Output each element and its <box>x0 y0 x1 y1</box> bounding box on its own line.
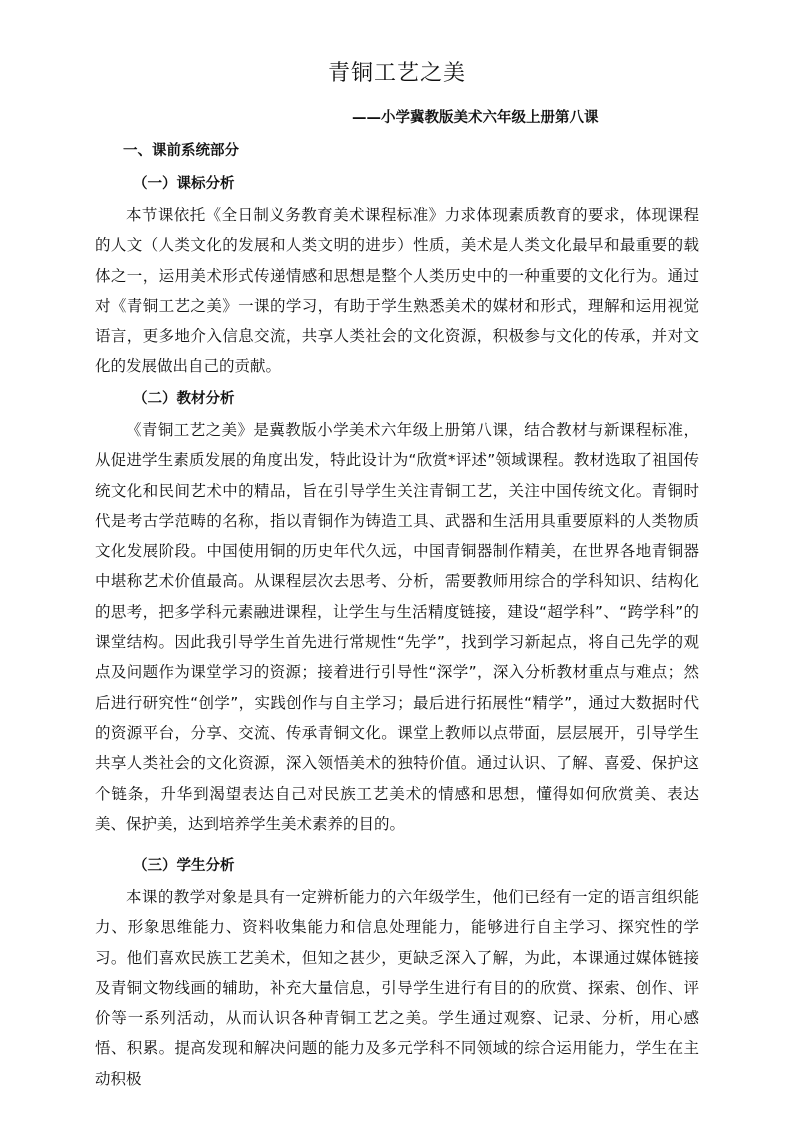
subsection-heading-curriculum: （一）课标分析 <box>133 176 235 192</box>
subsection-heading-textbook: （二）教材分析 <box>133 391 235 407</box>
paragraph-textbook-analysis: 《青铜工艺之美》是冀教版小学美术六年级上册第八课，结合教材与新课程标准，从促进学生素质发展的角度出发，特此设计为“欣赏*评述”领域课程。教材选取了祖国传统文化和民间艺术中的精品，旨在引导学生关注青铜工艺，关注中国传统文化。青铜时代是考古学范畴的名称，指以青铜作为铸造工具、武器和生活用具重要原料的人类物质文化发展阶段。中国使用铜的历史年代久远，中国青铜器制作精美，在世界各地青铜器中堪称艺术价值最高。从课程层次去思考、分析，需要教师用综合的学科知识、结构化的思考，把多学科元素融进课程，让学生与生活精度链接，建设“超学科”、“跨学科”的课堂结构。因此我引导学生首先进行常规性“先学”，找到学习新起点，将自己先学的观点及问题作为课堂学习的资源；接着进行引导性“深学”，深入分析教材重点与难点；然后进行研究性“创学”，实践创作与自主学习；最后进行拓展性“精学”，通过大数据时代的资源平台，分享、交流、传承青铜文化。课堂上教师以点带面，层层展开，引导学生共享人类社会的文化资源，深入领悟美术的独特价值。通过认识、了解、喜爱、保护这个链条，升华到渴望表达自己对民族工艺美术的情感和思想，懂得如何欣赏美、表达美、保护美，达到培养学生美术素养的目的。 <box>95 421 699 833</box>
subsection-heading-student: （三）学生分析 <box>133 858 235 874</box>
paragraph-curriculum-analysis: 本节课依托《全日制义务教育美术课程标准》力求体现素质教育的要求，体现课程的人文（人类文化的发展和人类文明的进步）性质，美术是人类文化最早和最重要的载体之一，运用美术形式传递情感和思想是整个人类历史中的一种重要的文化行为。通过对《青铜工艺之美》一课的学习，有助于学生熟悉美术的媒材和形式，理解和运用视觉语言，更多地介入信息交流，共享人类社会的文化资源，积极参与文化的传承，并对文化的发展做出自己的贡献。 <box>95 206 699 376</box>
document-subtitle: ——小学冀教版美术六年级上册第八课 <box>352 110 599 126</box>
paragraph-student-analysis: 本课的教学对象是具有一定辨析能力的六年级学生，他们已经有一定的语言组织能力、形象思维能力、资料收集能力和信息处理能力，能够进行自主学习、探究性的学习。他们喜欢民族工艺美术，但知之甚少，更缺乏深入了解，为此，本课通过媒体链接及青铜文物线画的辅助，补充大量信息，引导学生进行有目的的欣赏、探索、创作、评价等一系列活动，从而认识各种青铜工艺之美。学生通过观察、记录、分析，用心感悟、积累。提高发现和解决问题的能力及多元学科不同领域的综合运用能力，学生在主动积极 <box>95 888 699 1088</box>
document-title: 青铜工艺之美 <box>327 61 466 86</box>
section-heading: 一、课前系统部分 <box>123 143 239 159</box>
